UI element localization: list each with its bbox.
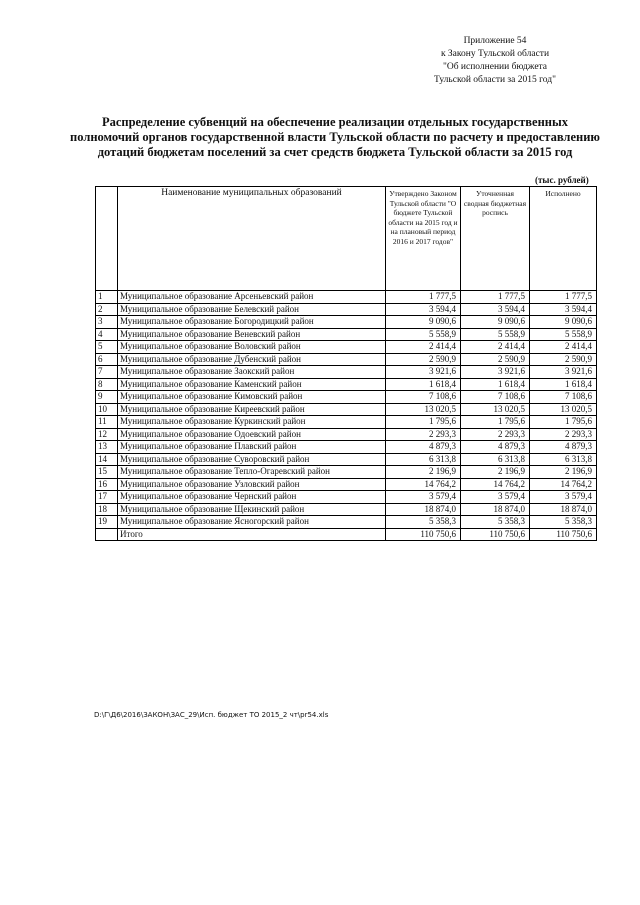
- table-row: [96, 403, 597, 416]
- municipality-name: Муниципальное образование Узловский район: [118, 478, 386, 491]
- row-number: 5: [96, 341, 118, 354]
- approved-amount: 110 750,6: [386, 528, 461, 541]
- table-body: [96, 291, 597, 541]
- revised-amount: 5 358,3: [461, 516, 530, 529]
- revised-amount: 4 879,3: [461, 441, 530, 454]
- executed-amount: 2 196,9: [530, 466, 597, 479]
- table-row: [96, 441, 597, 454]
- approved-amount: 4 879,3: [386, 441, 461, 454]
- municipality-name: Муниципальное образование Заокский район: [118, 366, 386, 379]
- appendix-block: [400, 35, 590, 87]
- table-row: [96, 353, 597, 366]
- row-number: 6: [96, 353, 118, 366]
- table-row: [96, 428, 597, 441]
- municipality-name: Муниципальное образование Кимовский район: [118, 391, 386, 404]
- executed-amount: 2 414,4: [530, 341, 597, 354]
- executed-amount: 14 764,2: [530, 478, 597, 491]
- header-name: Наименование муниципальных образований: [118, 187, 386, 291]
- revised-amount: 110 750,6: [461, 528, 530, 541]
- table-row: [96, 316, 597, 329]
- appendix-line-3: "Об исполнении бюджета: [442, 62, 548, 72]
- revised-amount: 2 293,3: [461, 428, 530, 441]
- header-executed: Исполнено: [530, 187, 597, 291]
- revised-amount: 2 196,9: [461, 466, 530, 479]
- appendix-line-1: Приложение 54: [463, 36, 527, 46]
- municipality-name: Муниципальное образование Куркинский район: [118, 416, 386, 429]
- municipality-name: Муниципальное образование Киреевский район: [118, 403, 386, 416]
- revised-amount: 1 795,6: [461, 416, 530, 429]
- executed-amount: 1 795,6: [530, 416, 597, 429]
- revised-amount: 7 108,6: [461, 391, 530, 404]
- approved-amount: 6 313,8: [386, 453, 461, 466]
- row-number: 4: [96, 328, 118, 341]
- table-row: [96, 491, 597, 504]
- row-number: 11: [96, 416, 118, 429]
- municipality-name: Муниципальное образование Суворовский район: [118, 453, 386, 466]
- row-number: 17: [96, 491, 118, 504]
- approved-amount: 2 196,9: [386, 466, 461, 479]
- row-number: 3: [96, 316, 118, 329]
- table-row: [96, 291, 597, 304]
- table-row: [96, 416, 597, 429]
- approved-amount: 5 558,9: [386, 328, 461, 341]
- header-num: [96, 187, 118, 291]
- row-number: 8: [96, 378, 118, 391]
- row-number: 7: [96, 366, 118, 379]
- municipality-name: Муниципальное образование Чернский район: [118, 491, 386, 504]
- approved-amount: 2 590,9: [386, 353, 461, 366]
- municipality-name: Муниципальное образование Каменский район: [118, 378, 386, 391]
- table-row: [96, 378, 597, 391]
- executed-amount: 4 879,3: [530, 441, 597, 454]
- subventions-table: [95, 186, 597, 541]
- executed-amount: 9 090,6: [530, 316, 597, 329]
- table-row: [96, 478, 597, 491]
- executed-amount: 1 618,4: [530, 378, 597, 391]
- row-number: 13: [96, 441, 118, 454]
- revised-amount: 2 590,9: [461, 353, 530, 366]
- executed-amount: 2 293,3: [530, 428, 597, 441]
- row-number: 15: [96, 466, 118, 479]
- revised-amount: 6 313,8: [461, 453, 530, 466]
- file-path-footer: D:\Г\Д6\2016\ЗАКОН\ЗАС_29\Исп. бюджет ТО 2015_2 чт\pr54.xls: [94, 711, 329, 719]
- row-number: 16: [96, 478, 118, 491]
- row-number: 14: [96, 453, 118, 466]
- municipality-name: Муниципальное образование Богородицкий район: [118, 316, 386, 329]
- table-row: [96, 303, 597, 316]
- approved-amount: 18 874,0: [386, 503, 461, 516]
- revised-amount: 9 090,6: [461, 316, 530, 329]
- table-row: [96, 503, 597, 516]
- table-row: [96, 516, 597, 529]
- appendix-line-4: Тульской области за 2015 год": [434, 75, 556, 85]
- row-number: 10: [96, 403, 118, 416]
- executed-amount: 5 558,9: [530, 328, 597, 341]
- approved-amount: 1 618,4: [386, 378, 461, 391]
- table-row: [96, 453, 597, 466]
- municipality-name: Итого: [118, 528, 386, 541]
- unit-label: (тыс. рублей): [535, 175, 589, 185]
- table-row: [96, 466, 597, 479]
- municipality-name: Муниципальное образование Дубенский район: [118, 353, 386, 366]
- executed-amount: 3 594,4: [530, 303, 597, 316]
- executed-amount: 3 921,6: [530, 366, 597, 379]
- executed-amount: 110 750,6: [530, 528, 597, 541]
- approved-amount: 2 414,4: [386, 341, 461, 354]
- revised-amount: 3 921,6: [461, 366, 530, 379]
- revised-amount: 14 764,2: [461, 478, 530, 491]
- appendix-line-2: к Закону Тульской области: [440, 49, 550, 59]
- municipality-name: Муниципальное образование Арсеньевский район: [118, 291, 386, 304]
- table-row: [96, 341, 597, 354]
- executed-amount: 7 108,6: [530, 391, 597, 404]
- municipality-name: Муниципальное образование Тепло-Огаревский район: [118, 466, 386, 479]
- executed-amount: 1 777,5: [530, 291, 597, 304]
- revised-amount: 3 594,4: [461, 303, 530, 316]
- table-row: [96, 366, 597, 379]
- executed-amount: 2 590,9: [530, 353, 597, 366]
- row-number: 18: [96, 503, 118, 516]
- revised-amount: 18 874,0: [461, 503, 530, 516]
- row-number: 19: [96, 516, 118, 529]
- approved-amount: 3 594,4: [386, 303, 461, 316]
- approved-amount: 2 293,3: [386, 428, 461, 441]
- executed-amount: 5 358,3: [530, 516, 597, 529]
- approved-amount: 14 764,2: [386, 478, 461, 491]
- approved-amount: 13 020,5: [386, 403, 461, 416]
- row-number: 1: [96, 291, 118, 304]
- row-number: 12: [96, 428, 118, 441]
- executed-amount: 3 579,4: [530, 491, 597, 504]
- approved-amount: 7 108,6: [386, 391, 461, 404]
- row-number: [96, 528, 118, 541]
- table-row: [96, 328, 597, 341]
- total-row: [96, 528, 597, 541]
- executed-amount: 18 874,0: [530, 503, 597, 516]
- row-number: 9: [96, 391, 118, 404]
- approved-amount: 1 777,5: [386, 291, 461, 304]
- revised-amount: 2 414,4: [461, 341, 530, 354]
- municipality-name: Муниципальное образование Одоевский район: [118, 428, 386, 441]
- municipality-name: Муниципальное образование Ясногорский район: [118, 516, 386, 529]
- municipality-name: Муниципальное образование Воловский район: [118, 341, 386, 354]
- header-approved: Утверждено Законом Тульской области "О бюджете Тульской области на 2015 год и на плановый период 2016 и 2017 годов": [386, 187, 461, 291]
- table-row: [96, 391, 597, 404]
- executed-amount: 13 020,5: [530, 403, 597, 416]
- row-number: 2: [96, 303, 118, 316]
- approved-amount: 1 795,6: [386, 416, 461, 429]
- revised-amount: 13 020,5: [461, 403, 530, 416]
- municipality-name: Муниципальное образование Плавский район: [118, 441, 386, 454]
- approved-amount: 3 579,4: [386, 491, 461, 504]
- document-title: Распределение субвенций на обеспечение реализации отдельных государственных полномочий органов государственной власти Тульской области по расчету и предоставлению дотаций бюджетам поселений за счет средств бюджета Тульской области за 2015 год: [70, 115, 600, 159]
- executed-amount: 6 313,8: [530, 453, 597, 466]
- revised-amount: 5 558,9: [461, 328, 530, 341]
- municipality-name: Муниципальное образование Щекинский район: [118, 503, 386, 516]
- approved-amount: 5 358,3: [386, 516, 461, 529]
- header-revised: Уточненная сводная бюджетная роспись: [461, 187, 530, 291]
- municipality-name: Муниципальное образование Белевский район: [118, 303, 386, 316]
- revised-amount: 1 777,5: [461, 291, 530, 304]
- table-header-row: [96, 187, 597, 291]
- approved-amount: 9 090,6: [386, 316, 461, 329]
- municipality-name: Муниципальное образование Веневский район: [118, 328, 386, 341]
- revised-amount: 1 618,4: [461, 378, 530, 391]
- revised-amount: 3 579,4: [461, 491, 530, 504]
- approved-amount: 3 921,6: [386, 366, 461, 379]
